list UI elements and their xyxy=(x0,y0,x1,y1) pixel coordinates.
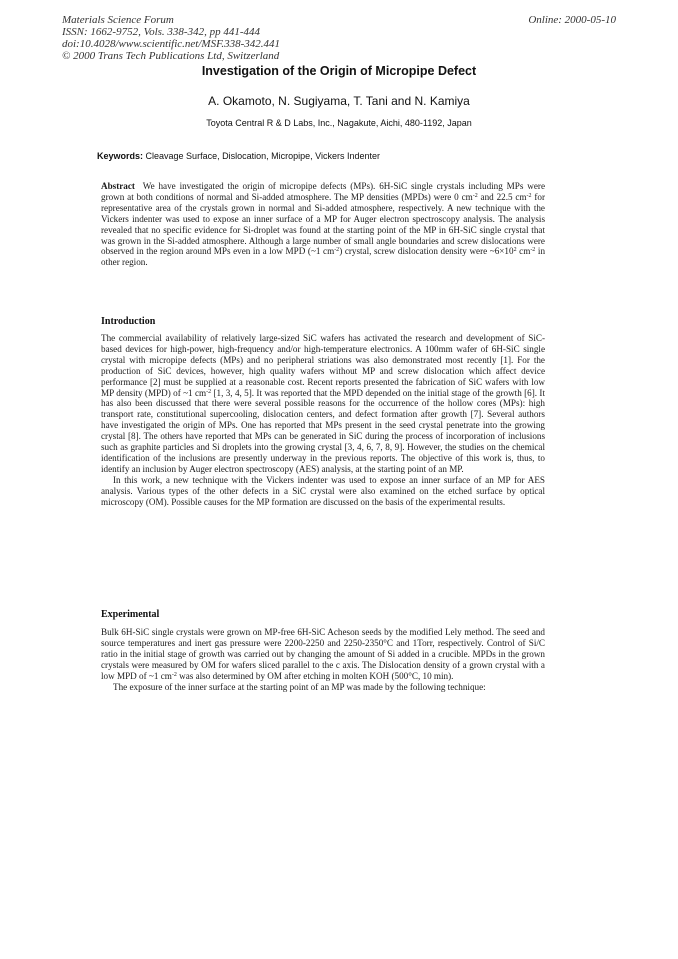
experimental-paragraph-1 xyxy=(101,627,545,682)
keywords-text: Cleavage Surface, Dislocation, Micropipe, Vickers Indenter xyxy=(145,151,380,161)
abstract-text-6: in other region. xyxy=(101,246,546,268)
paper-title: Investigation of the Origin of Micropipe Defect xyxy=(201,64,477,78)
doi-line: doi:10.4028/www.scientific.net/MSF.338-342.441 xyxy=(62,38,281,50)
experimental-paragraph-2: The exposure of the inner surface at the starting point of an MP was made by the following technique: xyxy=(113,681,486,692)
introduction-heading: Introduction xyxy=(101,316,156,327)
abstract-text-3: for representative area of the crystals grown in normal and Si-added atmosphere, respectively. A new technique with the Vickers indenter was used to expose an inner surface of a MP for Auger electron spectroscopy analysis. The analysis revealed that no specific evidence for Si-droplet was found at the starting point of the MP in 6H-SiC single crystal that was grown in the Si-added atmosphere. Although a large number of small angle boundaries and screw dislocations were observed in the region around MPs even in a low MPD (~1 cm xyxy=(101,191,545,257)
abstract-paragraph xyxy=(101,181,545,268)
intro-text-1a: The commercial availability of relatively large-sized SiC wafers has activated the research and development of SiC-based devices for high-power, high-frequency and/or high-temperature electronics. A 100mm wafer of 6H-SiC single crystal with micropipe defects (MPs) and no peripheral striations was also demonstrated most recently [1]. For the production of SiC devices, however, high quality wafers without MP and screw dislocation which affect device performance [2] must be supplied at a reasonable cost. Recent reports presented the fabrication of SiC wafers with low MP density (MPD) of ~1 cm xyxy=(101,333,545,398)
abstract-sup-4: 2 xyxy=(513,247,517,254)
introduction-section xyxy=(101,333,545,508)
keywords-label: Keywords: xyxy=(97,151,144,161)
journal-name: Materials Science Forum xyxy=(62,14,174,26)
intro-sup: -2 xyxy=(206,388,212,395)
experimental-section xyxy=(101,627,545,692)
abstract-section xyxy=(101,181,545,268)
abstract-text-1: We have investigated the origin of micropipe defects (MPs). 6H-SiC single crystals including MPs were grown at both conditions of normal and Si-added atmosphere. The MP densities (MPDs) were 0 cm xyxy=(101,181,545,202)
paper-affiliation: Toyota Central R & D Labs, Inc., Nagakute, Aichi, 480-1192, Japan xyxy=(206,118,472,128)
abstract-sup-2: -2 xyxy=(526,192,532,199)
abstract-sup-3: -2 xyxy=(334,247,340,254)
issn-line: ISSN: 1662-9752, Vols. 338-342, pp 441-444 xyxy=(62,26,260,38)
introduction-paragraph-2: In this work, a new technique with the Vickers indenter was used to expose an inner surface of an MP for AES analysis. Various types of the other defects in a SiC crystal were also examined on the etched surface by optical microscopy (OM). Possible causes for the MP formation are discussed on the basis of the experimental results. xyxy=(101,474,545,507)
introduction-paragraph-1 xyxy=(101,333,545,475)
abstract-text-5: cm xyxy=(516,246,531,257)
abstract-text-2: and 22.5 cm xyxy=(477,191,527,202)
paper-authors: A. Okamoto, N. Sugiyama, T. Tani and N. Kamiya xyxy=(208,94,470,108)
keywords-line xyxy=(97,151,617,161)
online-date: Online: 2000-05-10 xyxy=(528,14,616,26)
experimental-heading: Experimental xyxy=(101,609,160,620)
intro-text-1b: [1, 3, 4, 5]. It was reported that the MPD depended on the initial stage of the growth [6]. It has also been discussed that there were several possible reasons for the occurrence of the hollow cores (MPs): high transport rate, constitutional supercooling, dislocation centers, and defect formation after growth [7]. Several authors have investigated the origin of MPs. One has reported that MPs present in the seed crystal penetrate into the growing crystal [8]. The others have reported that MPs can be generated in SiC during the process of incorporation of inclusions such as graphite particles and Si droplets into the growing crystal [3, 4, 6, 7, 8, 9]. However, the studies on the chemical identification of the inclusions are presently underway in the previous reports. The objective of this work is, thus, to identify an inclusion by Auger electron spectroscopy (AES) analysis, at the starting point of an MP. xyxy=(101,387,545,474)
copyright-line: © 2000 Trans Tech Publications Ltd, Switzerland xyxy=(62,50,280,62)
exp-sup: -2 xyxy=(171,671,177,678)
exp-text-1a: Bulk 6H-SiC single crystals were grown on MP-free 6H-SiC Acheson seeds by the modified Lely method. The seed and source temperatures and inert gas pressure were 2200-2250 and 2250-2350°C and 1Torr, respectively. Control of Si/C ratio in the initial stage of growth was carried out by changing the amount of Si added in a crucible. MPDs in the grown crystals were measured by OM for wafers sliced parallel to the c axis. The Dislocation density of a grown crystal with a low MPD of ~1 cm xyxy=(101,627,545,681)
abstract-label: Abstract xyxy=(101,181,135,191)
journal-header xyxy=(62,14,280,62)
abstract-text-4: ) crystal, screw dislocation density were ~6×10 xyxy=(339,246,514,257)
abstract-sup-5: -2 xyxy=(530,247,536,254)
exp-text-1b: was also determined by OM after etching in molten KOH (500°C, 10 min). xyxy=(176,670,454,681)
abstract-sup-1: -2 xyxy=(472,192,478,199)
